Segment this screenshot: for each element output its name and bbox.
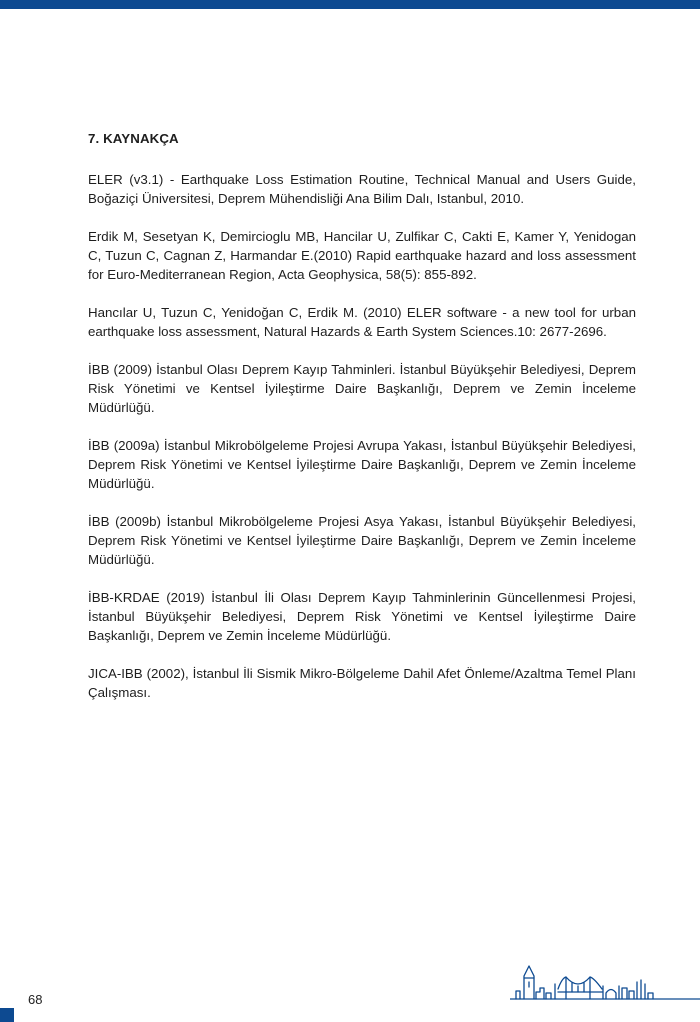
references-section xyxy=(88,130,636,721)
reference-item: İBB-KRDAE (2019) İstanbul İli Olası Deprem Kayıp Tahminlerinin Güncellenmesi Projesi, İstanbul Büyükşehir Belediyesi, Deprem Risk Yönetimi ve Kentsel İyileştirme Daire Başkanlığı, Deprem ve Zemin İnceleme Müdürlüğü. xyxy=(88,590,636,643)
reference-item: JICA-IBB (2002), İstanbul İli Sismik Mikro-Bölgeleme Dahil Afet Önleme/Azaltma Temel Planı Çalışması. xyxy=(88,666,636,700)
reference-item: İBB (2009b) İstanbul Mikrobölgeleme Projesi Asya Yakası, İstanbul Büyükşehir Belediyesi, Deprem Risk Yönetimi ve Kentsel İyileştirme Daire Başkanlığı, Deprem ve Zemin İnceleme Müdürlüğü. xyxy=(88,514,636,567)
top-accent-bar xyxy=(0,0,700,9)
reference-item: İBB (2009) İstanbul Olası Deprem Kayıp Tahminleri. İstanbul Büyükşehir Belediyesi, Deprem Risk Yönetimi ve Kentsel İyileştirme Daire Başkanlığı, Deprem ve Zemin İnceleme Müdürlüğü. xyxy=(88,362,636,415)
reference-item: Erdik M, Sesetyan K, Demircioglu MB, Hancilar U, Zulfikar C, Cakti E, Kamer Y, Yenidogan C, Tuzun C, Cagnan Z, Harmandar E.(2010) Rapid earthquake hazard and loss assessment for Euro-Mediterranean Region, Acta Geophysica, 58(5): 855-892. xyxy=(88,229,636,282)
reference-item: ELER (v3.1) - Earthquake Loss Estimation Routine, Technical Manual and Users Guide, Boğaziçi Üniversitesi, Deprem Mühendisliği Ana Bilim Dalı, Istanbul, 2010. xyxy=(88,172,636,206)
istanbul-skyline-icon xyxy=(510,962,700,1008)
reference-item: Hancılar U, Tuzun C, Yenidoğan C, Erdik M. (2010) ELER software - a new tool for urban earthquake loss assessment, Natural Hazards & Earth System Sciences.10: 2677-2696. xyxy=(88,305,636,339)
reference-item: İBB (2009a) İstanbul Mikrobölgeleme Projesi Avrupa Yakası, İstanbul Büyükşehir Belediyesi, Deprem Risk Yönetimi ve Kentsel İyileştirme Daire Başkanlığı, Deprem ve Zemin İnceleme Müdürlüğü. xyxy=(88,438,636,491)
page-number: 68 xyxy=(28,992,43,1007)
section-heading: 7. KAYNAKÇA xyxy=(88,131,179,146)
corner-accent-square xyxy=(0,1008,14,1022)
